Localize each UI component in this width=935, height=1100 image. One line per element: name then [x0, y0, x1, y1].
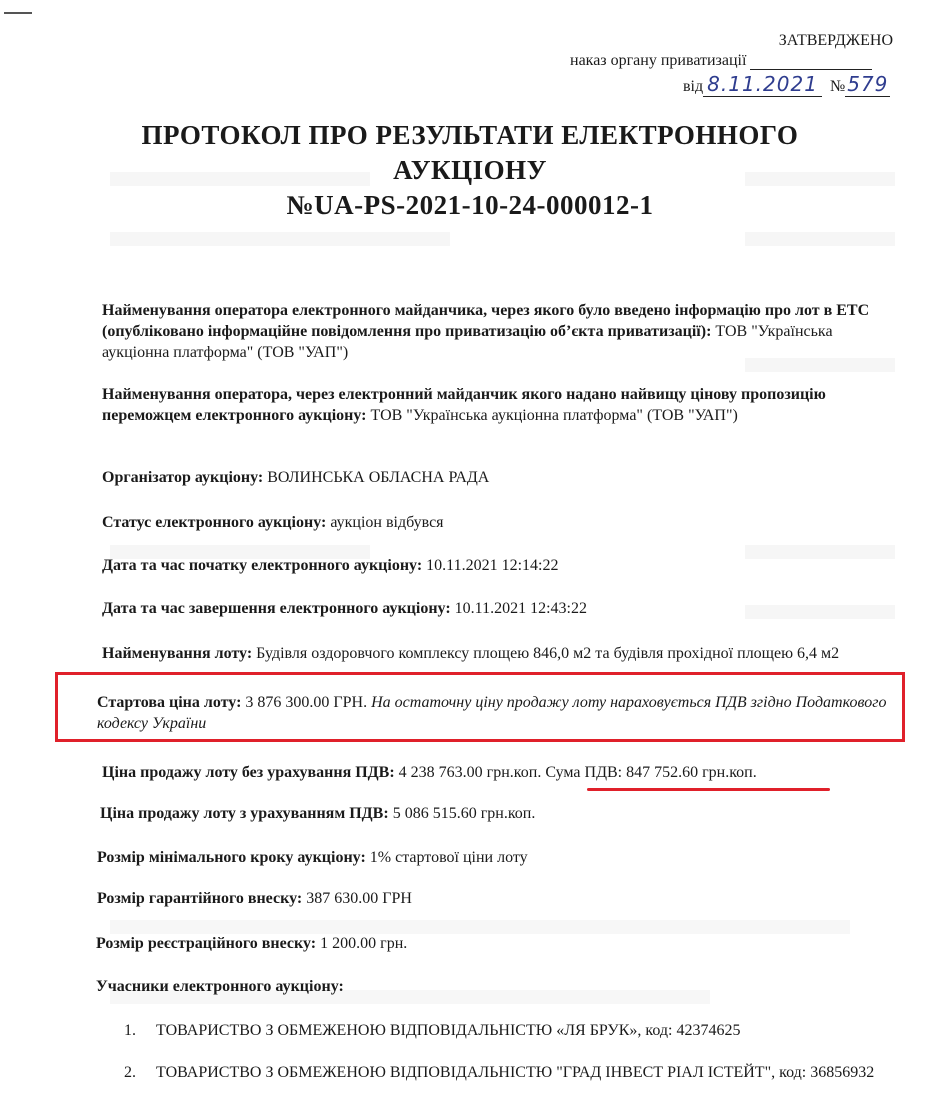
winner-operator-value: ТОВ "Українська аукціонна платформа" (ТОВ "УАП")	[370, 407, 738, 424]
field-price-no-vat	[102, 762, 902, 783]
field-participants	[96, 976, 876, 997]
price-with-vat-value: 5 086 515.60 грн.коп.	[392, 805, 536, 822]
field-operator	[102, 300, 882, 363]
order-line	[570, 52, 872, 70]
field-registration	[96, 933, 876, 954]
price-no-vat-label: Ціна продажу лоту без урахування ПДВ:	[102, 764, 395, 781]
page-title	[90, 118, 850, 223]
field-lot-name	[102, 643, 882, 669]
field-status	[102, 512, 882, 533]
date-number-line	[683, 72, 890, 96]
price-with-vat-label: Ціна продажу лоту з урахуванням ПДВ:	[100, 805, 389, 822]
approved-label: ЗАТВЕРДЖЕНО	[778, 32, 893, 49]
title-line-1: ПРОТОКОЛ ПРО РЕЗУЛЬТАТИ ЕЛЕКТРОННОГО	[141, 120, 799, 150]
field-organizer	[102, 467, 882, 488]
red-highlight-box	[55, 672, 905, 742]
order-label: наказ органу приватизації	[570, 52, 747, 69]
end-time-label: Дата та час завершення електронного аукціону:	[102, 600, 451, 617]
lot-name-label: Найменування лоту:	[102, 645, 253, 662]
field-min-step	[97, 847, 877, 868]
operator-label: Найменування оператора електронного майданчика, через якого було введено інформацію про лот в ЕТС (опубліковано інформаційне повідомлення про приватизацію об’єкта приватизації):	[102, 302, 870, 340]
list-item	[124, 1020, 884, 1041]
scan-mark	[4, 12, 32, 14]
handwritten-number: 579	[847, 72, 889, 96]
approval-block	[779, 30, 893, 52]
date-prefix: від	[683, 78, 704, 95]
registration-value: 1 200.00 грн.	[320, 935, 408, 952]
red-underline-mark	[587, 788, 830, 791]
start-price-value: 3 876 300.00 ГРН.	[245, 694, 368, 711]
price-no-vat-value: 4 238 763.00 грн.коп.	[398, 764, 542, 781]
vat-sum: Сума ПДВ: 847 752.60 грн.коп.	[545, 764, 757, 781]
handwritten-date: 8.11.2021	[703, 72, 822, 97]
min-step-value: 1% стартової ціни лоту	[369, 849, 528, 866]
winner-operator-label: Найменування оператора, через електронний майданчик якого надано найвищу цінову пропозицію переможцем електронного аукціону:	[102, 386, 826, 424]
organizer-label: Організатор аукціону:	[102, 469, 264, 486]
start-price-note: На остаточну ціну продажу лоту нараховується ПДВ згідно Податкового кодексу України	[97, 694, 887, 732]
organizer-value: ВОЛИНСЬКА ОБЛАСНА РАДА	[267, 469, 490, 486]
list-item-number: 1.	[124, 1022, 136, 1039]
start-time-label: Дата та час початку електронного аукціону:	[102, 557, 423, 574]
field-guarantee	[97, 888, 877, 909]
list-item-text: ТОВАРИСТВО З ОБМЕЖЕНОЮ ВІДПОВІДАЛЬНІСТЮ «ЛЯ БРУК», код: 42374625	[156, 1022, 741, 1039]
end-time-value: 10.11.2021 12:43:22	[454, 600, 587, 617]
start-price-label: Стартова ціна лоту:	[97, 694, 242, 711]
operator-value: ТОВ "Українська аукціонна платформа" (ТОВ "УАП")	[102, 323, 833, 361]
participants-label: Учасники електронного аукціону:	[96, 978, 344, 995]
guarantee-label: Розмір гарантійного внеску:	[97, 890, 303, 907]
field-winner-operator	[102, 384, 882, 426]
status-value: аукціон відбувся	[330, 514, 444, 531]
list-item	[124, 1062, 884, 1083]
order-underline	[750, 55, 872, 70]
title-line-3: №UA-PS-2021-10-24-000012-1	[286, 190, 654, 220]
list-item-text: ТОВАРИСТВО З ОБМЕЖЕНОЮ ВІДПОВІДАЛЬНІСТЮ "ГРАД ІНВЕСТ РІАЛ ІСТЕЙТ", код: 36856932	[156, 1064, 875, 1081]
start-time-value: 10.11.2021 12:14:22	[426, 557, 559, 574]
status-label: Статус електронного аукціону:	[102, 514, 327, 531]
min-step-label: Розмір мінімального кроку аукціону:	[97, 849, 366, 866]
field-end-time	[102, 598, 882, 619]
registration-label: Розмір реєстраційного внеску:	[96, 935, 317, 952]
lot-name-value: Будівля оздоровчого комплексу площею 846,0 м2 та будівля прохідної площею 6,4 м2	[256, 645, 840, 662]
field-start-time	[102, 555, 882, 576]
field-price-with-vat	[100, 803, 880, 824]
guarantee-value: 387 630.00 ГРН	[306, 890, 412, 907]
number-prefix: №	[829, 78, 846, 95]
list-item-number: 2.	[124, 1064, 136, 1081]
title-line-2: АУКЦІОНУ	[393, 155, 547, 185]
